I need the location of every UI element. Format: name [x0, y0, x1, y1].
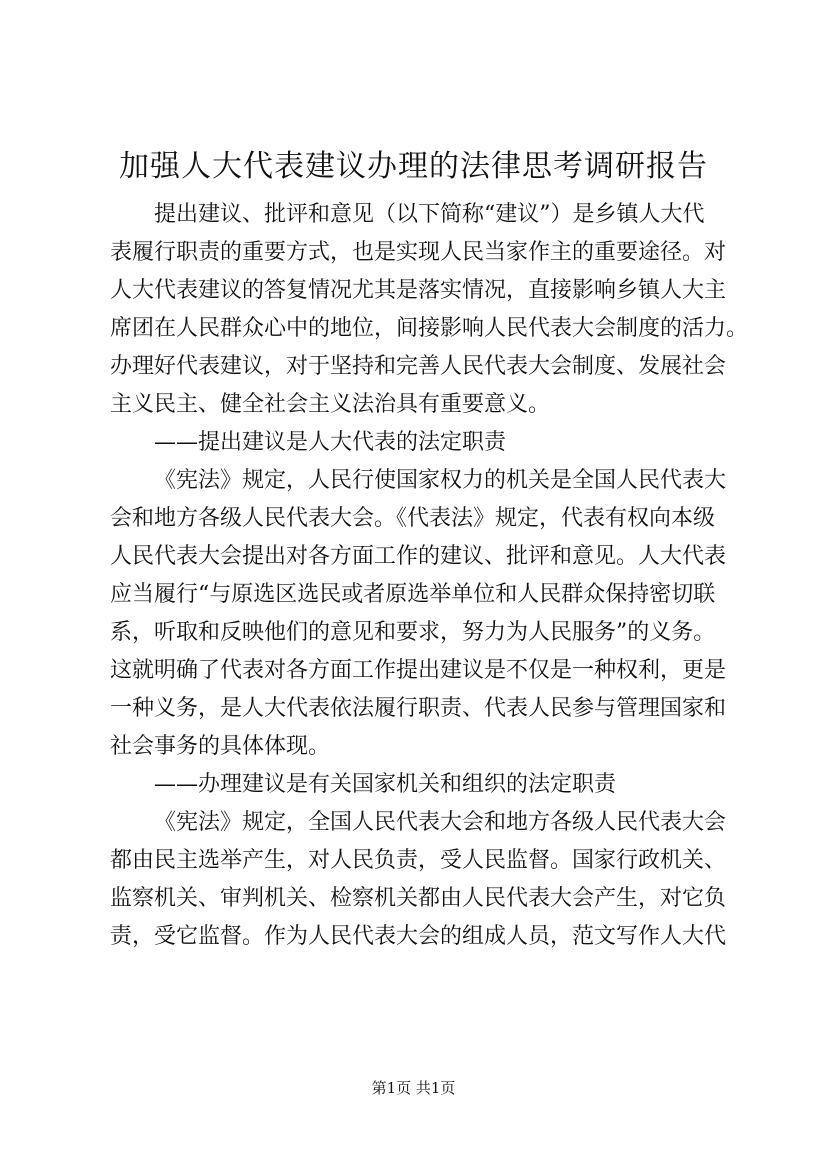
paragraph-line: 都由民主选举产生，对人民负责，受人民监督。国家行政机关、 [110, 848, 727, 873]
paragraph-line: 《宪法》规定，人民行使国家权力的机关是全国人民代表大 [154, 468, 727, 493]
paragraph-line: 《宪法》规定，全国人民代表大会和地方各级人民代表大会 [154, 810, 727, 835]
document-title: 加强人大代表建议办理的法律思考调研报告 [119, 149, 708, 184]
document-body [110, 196, 750, 956]
paragraph-line: 人大代表建议的答复情况尤其是落实情况，直接影响乡镇人大主 [110, 278, 727, 303]
section-heading: ——提出建议是人大代表的法定职责 [154, 430, 507, 455]
section-heading: ——办理建议是有关国家机关和组织的法定职责 [154, 772, 617, 797]
paragraph-line: 表履行职责的重要方式，也是实现人民当家作主的重要途径。对 [110, 240, 727, 265]
paragraph-line: 主义民主、健全社会主义法治具有重要意义。 [110, 392, 551, 417]
paragraph-line: 一种义务，是人大代表依法履行职责、代表人民参与管理国家和 [110, 696, 727, 721]
paragraph-line: 责，受它监督。作为人民代表大会的组成人员，范文写作人大代 [110, 924, 727, 949]
paragraph-line: 人民代表大会提出对各方面工作的建议、批评和意见。人大代表 [110, 544, 727, 569]
paragraph-line: 这就明确了代表对各方面工作提出建议是不仅是一种权利，更是 [110, 658, 727, 683]
paragraph-line: 会和地方各级人民代表大会。《代表法》规定，代表有权向本级 [110, 506, 716, 531]
paragraph-line: 席团在人民群众心中的地位，间接影响人民代表大会制度的活力。 [110, 316, 749, 341]
paragraph-line: 提出建议、批评和意见（以下简称“建议”）是乡镇人大代 [154, 202, 705, 227]
page-number-footer: 第1页 共1页 [371, 1079, 456, 1097]
paragraph-line: 监察机关、审判机关、检察机关都由人民代表大会产生，对它负 [110, 886, 727, 911]
paragraph-line: 社会事务的具体体现。 [110, 734, 331, 759]
paragraph-line: 系，听取和反映他们的意见和要求，努力为人民服务”的义务。 [110, 620, 716, 645]
paragraph-line: 应当履行“与原选区选民或者原选举单位和人民群众保持密切联 [110, 582, 716, 607]
paragraph-line: 办理好代表建议，对于坚持和完善人民代表大会制度、发展社会 [110, 354, 727, 379]
